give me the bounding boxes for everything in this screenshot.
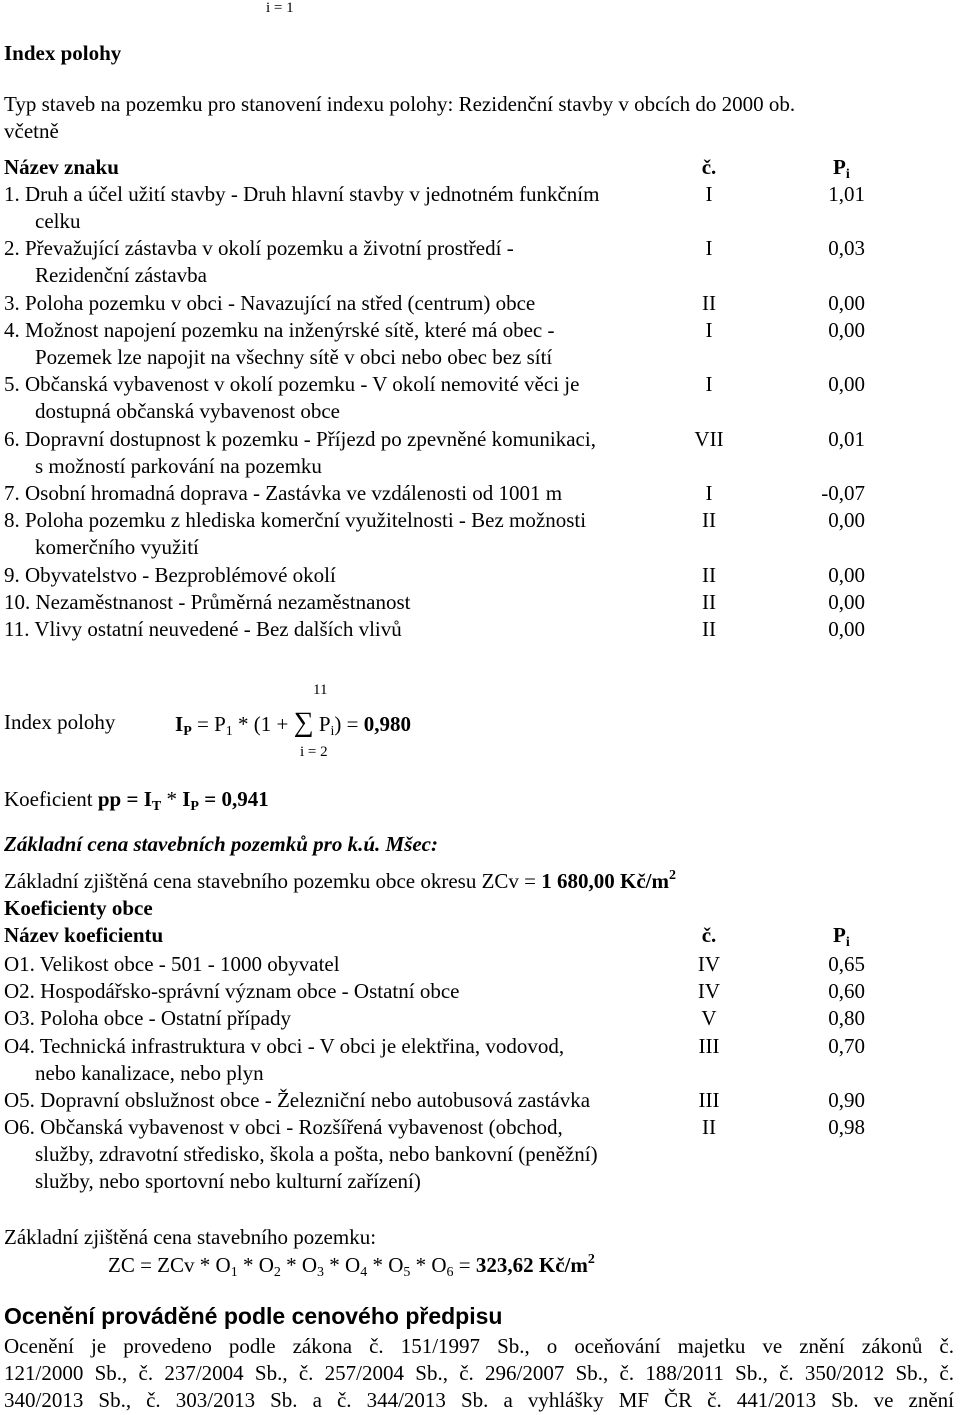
row-text: 7. Osobní hromadná doprava - Zastávka ve vzdálenosti od 1001 m [4,481,563,506]
row-class: II [702,590,716,614]
row-class: II [702,290,716,315]
row-value: 0,80 [828,1006,865,1031]
koeficienty-obce-heading: Koeficienty obce [4,896,153,920]
row-class: II [702,562,716,587]
row-text: O2. Hospodářsko-správní význam obce - Ostatní obce [4,979,460,1004]
row-text: 3. Poloha pozemku v obci - Navazující na střed (centrum) obce [4,290,536,315]
row-text: 2. Převažující zástavba v okolí pozemku a životní prostředí - [4,236,514,261]
row-class: IV [697,979,721,1004]
sum-lower-limit-2: i = 2 [300,744,328,760]
row-class: II [702,508,716,533]
index-polohy-formula: $I_P = P_1 * (1$ + ∑ $P_i) = 0,980$ [175,707,412,739]
row-value: 0,00 [828,318,865,342]
row-text: nebo kanalizace, nebo plyn [35,1060,264,1085]
row-text: dostupná občanská vybavenost obce [35,399,341,424]
row-class: V [701,1006,717,1031]
zc-formula: ZC = ZCv * $O_1 * O_2 * O_3 * O_4 * O_5 * O_6 = 323,62$ $Kč/m^2$ [108,1252,595,1280]
row-value: 0,00 [828,590,865,614]
row-value: 0,03 [828,236,865,261]
row-text: 4. Možnost napojení pozemku na inženýrské sítě, které má obec - [4,318,555,342]
row-value: 1,01 [828,182,865,206]
row-text: Pozemek lze napojit na všechny sítě v obci nebo obec bez sítí [35,345,553,369]
row-class: I [705,372,713,397]
row-text: 5. Občanská vybavenost v okolí pozemku - V okolí nemovité věci je [4,372,580,397]
col-header-p: $P_i$ [833,155,850,182]
row-class: I [705,481,713,506]
row-text: 9. Obyvatelstvo - Bezproblémové okolí [4,562,336,587]
row-text: s možností parkování na pozemku [35,453,322,478]
row-class: II [702,1115,716,1140]
zc-label: Základní zjištěná cena stavebního pozemku: [4,1225,377,1249]
row-class: IV [697,952,721,976]
row-class: I [705,236,713,261]
row-class: III [698,1088,720,1112]
col-header-name: Název znaku [4,155,119,179]
row-value: 0,65 [828,952,865,976]
type-line-2: včetně [4,119,59,143]
index-polohy-heading: Index polohy [4,41,122,65]
oceneni-line-1: Ocenění je provedeno podle zákona č. 151/1997 Sb., o oceňování majetku ve znění zákonů č. [4,1334,954,1358]
oceneni-heading: Ocenění prováděné podle cenového předpisu [4,1303,503,1329]
oceneni-line-2: 121/2000 Sb., č. 237/2004 Sb., č. 257/2004 Sb., č. 296/2007 Sb., č. 188/2011 Sb., č. 350/2012 Sb., č. [4,1361,954,1385]
row-text: O4. Technická infrastruktura v obci - V obci je elektřina, vodovod, [4,1033,565,1058]
row-class: I [705,182,713,206]
row-text: 1. Druh a účel užití stavby - Druh hlavní stavby v jednotném funkčním [4,182,600,206]
row-text: Rezidenční zástavba [35,263,207,288]
row-value: 0,00 [828,508,865,533]
row-value: 0,70 [828,1033,865,1058]
row-value: 0,98 [828,1115,865,1140]
col-header-p-2: $P_i$ [833,923,850,950]
col-header-c: č. [701,155,717,179]
formula-label: Index polohy [4,710,116,734]
koeficient-pp-formula: Koeficient pp = $I_T * I_P = 0,941$ [4,787,269,814]
row-value: 0,90 [828,1088,865,1112]
row-class: I [705,318,713,342]
oceneni-line-3: 340/2013 Sb., č. 303/2013 Sb. a č. 344/2013 Sb. a vyhlášky MF ČR č. 441/2013 Sb. ve znění [4,1388,954,1412]
row-value: 0,00 [828,290,865,315]
row-value: 0,00 [828,372,865,397]
row-text: 11. Vlivy ostatní neuvedené - Bez dalších vlivů [4,617,402,642]
type-line-1: Typ staveb na pozemku pro stanovení indexu polohy: Rezidenční stavby v obcích do 2000 ob. [4,92,796,116]
row-class: VII [694,426,724,451]
row-text: O6. Občanská vybavenost v obci - Rozšířená vybavenost (obchod, [4,1115,563,1140]
zakladni-cena-heading: Základní cena stavebních pozemků pro k.ú. Mšec: [4,832,438,856]
row-value: 0,00 [828,617,865,642]
col-header-name-2: Název koeficientu [4,923,164,947]
row-text: O5. Dopravní obslužnost obce - Železniční nebo autobusová zastávka [4,1088,591,1112]
row-text: 6. Dopravní dostupnost k pozemku - Příjezd po zpevněné komunikaci, [4,426,596,451]
row-text: 8. Poloha pozemku z hlediska komerční využitelnosti - Bez možnosti [4,508,587,533]
row-class: II [702,617,716,642]
row-text: celku [35,209,81,233]
col-header-c-2: č. [701,923,717,947]
zcv-line: Základní zjištěná cena stavebního pozemku obce okresu ZCv = 1 680,00 $Kč/m^2$ [4,868,676,893]
sum-upper-limit: 11 [313,682,328,698]
row-value: -0,07 [821,481,865,506]
row-text: O1. Velikost obce - 501 - 1000 obyvatel [4,952,340,976]
row-text: služby, zdravotní středisko, škola a pošta, nebo bankovní (peněžní) [35,1142,598,1167]
row-text: služby, nebo sportovní nebo kulturní zařízení) [35,1169,421,1194]
row-value: 0,01 [828,426,865,451]
row-text: O3. Poloha obce - Ostatní případy [4,1006,291,1031]
row-value: 0,00 [828,562,865,587]
sum-lower-limit: i = 1 [266,0,294,16]
row-value: 0,60 [828,979,865,1004]
row-class: III [698,1033,720,1058]
row-text: komerčního využití [35,535,199,560]
row-text: 10. Nezaměstnanost - Průměrná nezaměstnanost [4,590,411,614]
